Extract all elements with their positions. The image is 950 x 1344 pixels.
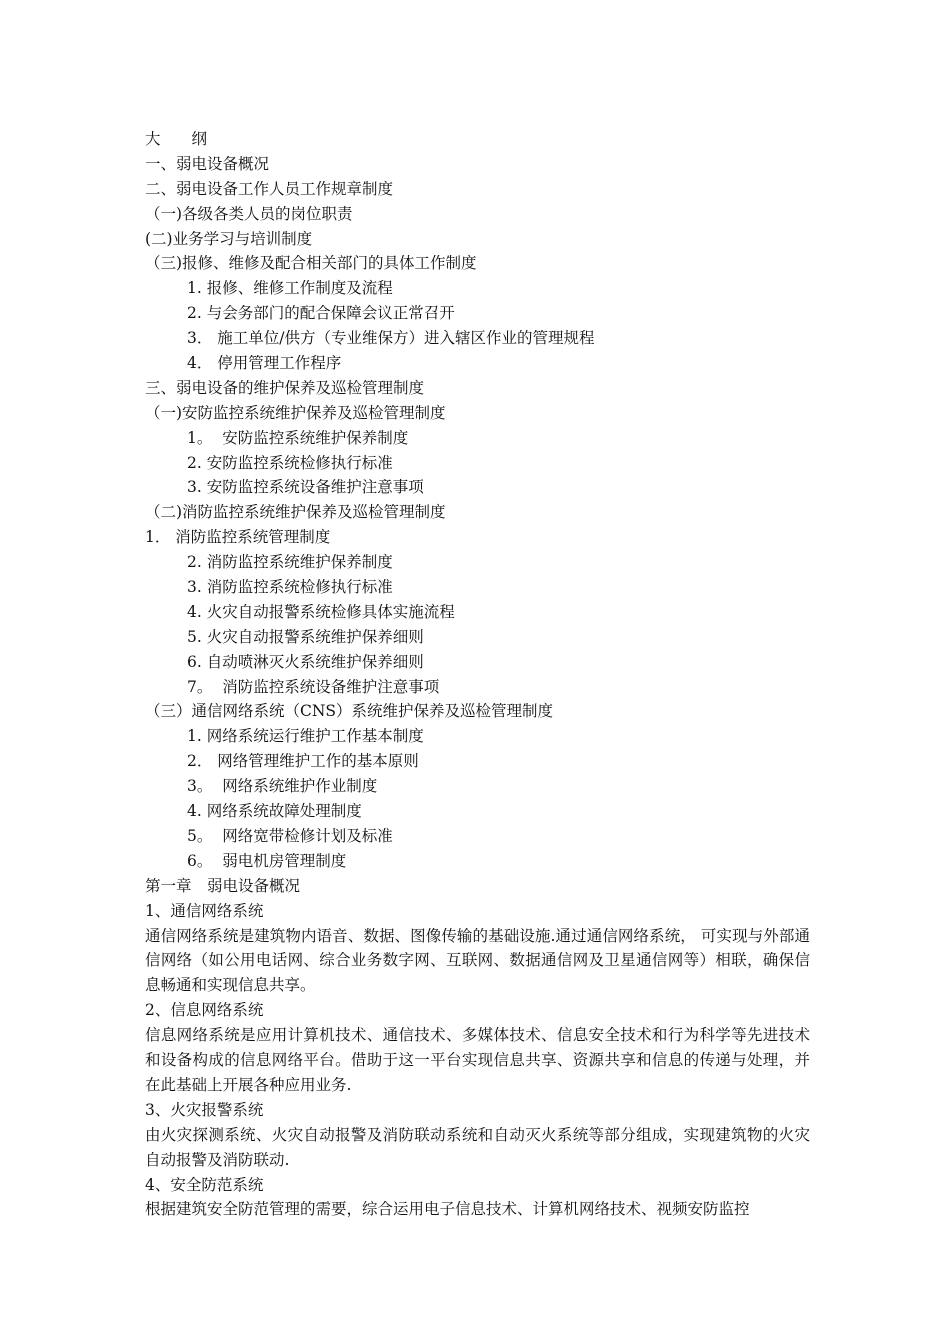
outline-item: 4. 火灾自动报警系统检修具体实施流程 bbox=[187, 602, 455, 621]
outline-item: （三）通信网络系统（CNS）系统维护保养及巡检管理制度 bbox=[145, 702, 554, 721]
section-body: 根据建筑安全防范管理的需要，综合运用电子信息技术、计算机网络技术、视频安防监控 bbox=[145, 1200, 750, 1219]
section-4 bbox=[145, 1173, 810, 1223]
section-heading: 4、安全防范系统 bbox=[145, 1175, 264, 1194]
outline-item: 1. 报修、维修工作制度及流程 bbox=[187, 279, 393, 298]
outline-item: 三、弱电设备的维护保养及巡检管理制度 bbox=[145, 378, 425, 397]
section-body: 信息网络系统是应用计算机技术、通信技术、多媒体技术、信息安全技术和行为科学等先进技术和设备构成的信息网络平台。借助于这一平台实现信息共享、资源共享和信息的传递与处理，并在此基础上开展各种应用业务. bbox=[145, 1026, 810, 1094]
outline-item: 3. 安防监控系统设备维护注意事项 bbox=[187, 478, 424, 497]
outline-item: 2. 消防监控系统维护保养制度 bbox=[187, 553, 393, 572]
outline-title: 大 纲 bbox=[145, 130, 208, 148]
outline-item: (二)业务学习与培训制度 bbox=[145, 229, 313, 248]
outline-item: （二)消防监控系统维护保养及巡检管理制度 bbox=[145, 503, 446, 522]
outline-item: 7。 消防监控系统设备维护注意事项 bbox=[187, 677, 440, 696]
outline-item: 3。 网络系统维护作业制度 bbox=[187, 777, 378, 796]
outline-item: 5. 火灾自动报警系统维护保养细则 bbox=[187, 627, 424, 646]
section-3 bbox=[145, 1098, 810, 1173]
outline-item: 6。 弱电机房管理制度 bbox=[187, 851, 347, 870]
section-heading: 1、通信网络系统 bbox=[145, 901, 264, 920]
outline-list bbox=[145, 152, 810, 874]
outline-item: 5。 网络宽带检修计划及标准 bbox=[187, 826, 393, 845]
outline-item: 3. 消防监控系统检修执行标准 bbox=[187, 578, 393, 597]
outline-item: （三)报修、维修及配合相关部门的具体工作制度 bbox=[145, 254, 477, 273]
outline-item: 2． 网络管理维护工作的基本原则 bbox=[187, 752, 419, 771]
document-page bbox=[145, 127, 810, 1222]
outline-item: 1． 消防监控系统管理制度 bbox=[145, 528, 331, 547]
section-heading: 2、信息网络系统 bbox=[145, 1001, 264, 1020]
outline-item: （一)各级各类人员的岗位职责 bbox=[145, 204, 353, 223]
outline-item: 二、弱电设备工作人员工作规章制度 bbox=[145, 179, 394, 198]
section-body: 通信网络系统是建筑物内语音、数据、图像传输的基础设施.通过通信网络系统， 可实现与外部通信网络（如公用电话网、综合业务数字网、互联网、数据通信网及卫星通信网等）相联，确保信息畅通和实现信息共享。 bbox=[145, 926, 810, 995]
outline-item: 1. 网络系统运行维护工作基本制度 bbox=[187, 727, 424, 746]
outline-item: 4. 网络系统故障处理制度 bbox=[187, 802, 362, 821]
outline-item: 1。 安防监控系统维护保养制度 bbox=[187, 428, 409, 447]
outline-item: 2. 与会务部门的配合保障会议正常召开 bbox=[187, 304, 455, 323]
chapter-title: 第一章 弱电设备概况 bbox=[145, 876, 301, 895]
outline-item: 6. 自动喷淋灭火系统维护保养细则 bbox=[187, 652, 424, 671]
outline-item: 一、弱电设备概况 bbox=[145, 154, 270, 173]
section-1 bbox=[145, 899, 810, 999]
outline-item: 4． 停用管理工作程序 bbox=[187, 354, 342, 373]
outline-item: （一)安防监控系统维护保养及巡检管理制度 bbox=[145, 403, 446, 422]
section-heading: 3、火灾报警系统 bbox=[145, 1100, 264, 1119]
outline-item: 2. 安防监控系统检修执行标准 bbox=[187, 453, 393, 472]
section-body: 由火灾探测系统、火灾自动报警及消防联动系统和自动灭火系统等部分组成，实现建筑物的火灾自动报警及消防联动. bbox=[145, 1125, 810, 1169]
outline-item: 3． 施工单位/供方（专业维保方）进入辖区作业的管理规程 bbox=[187, 329, 595, 348]
section-2 bbox=[145, 998, 810, 1098]
